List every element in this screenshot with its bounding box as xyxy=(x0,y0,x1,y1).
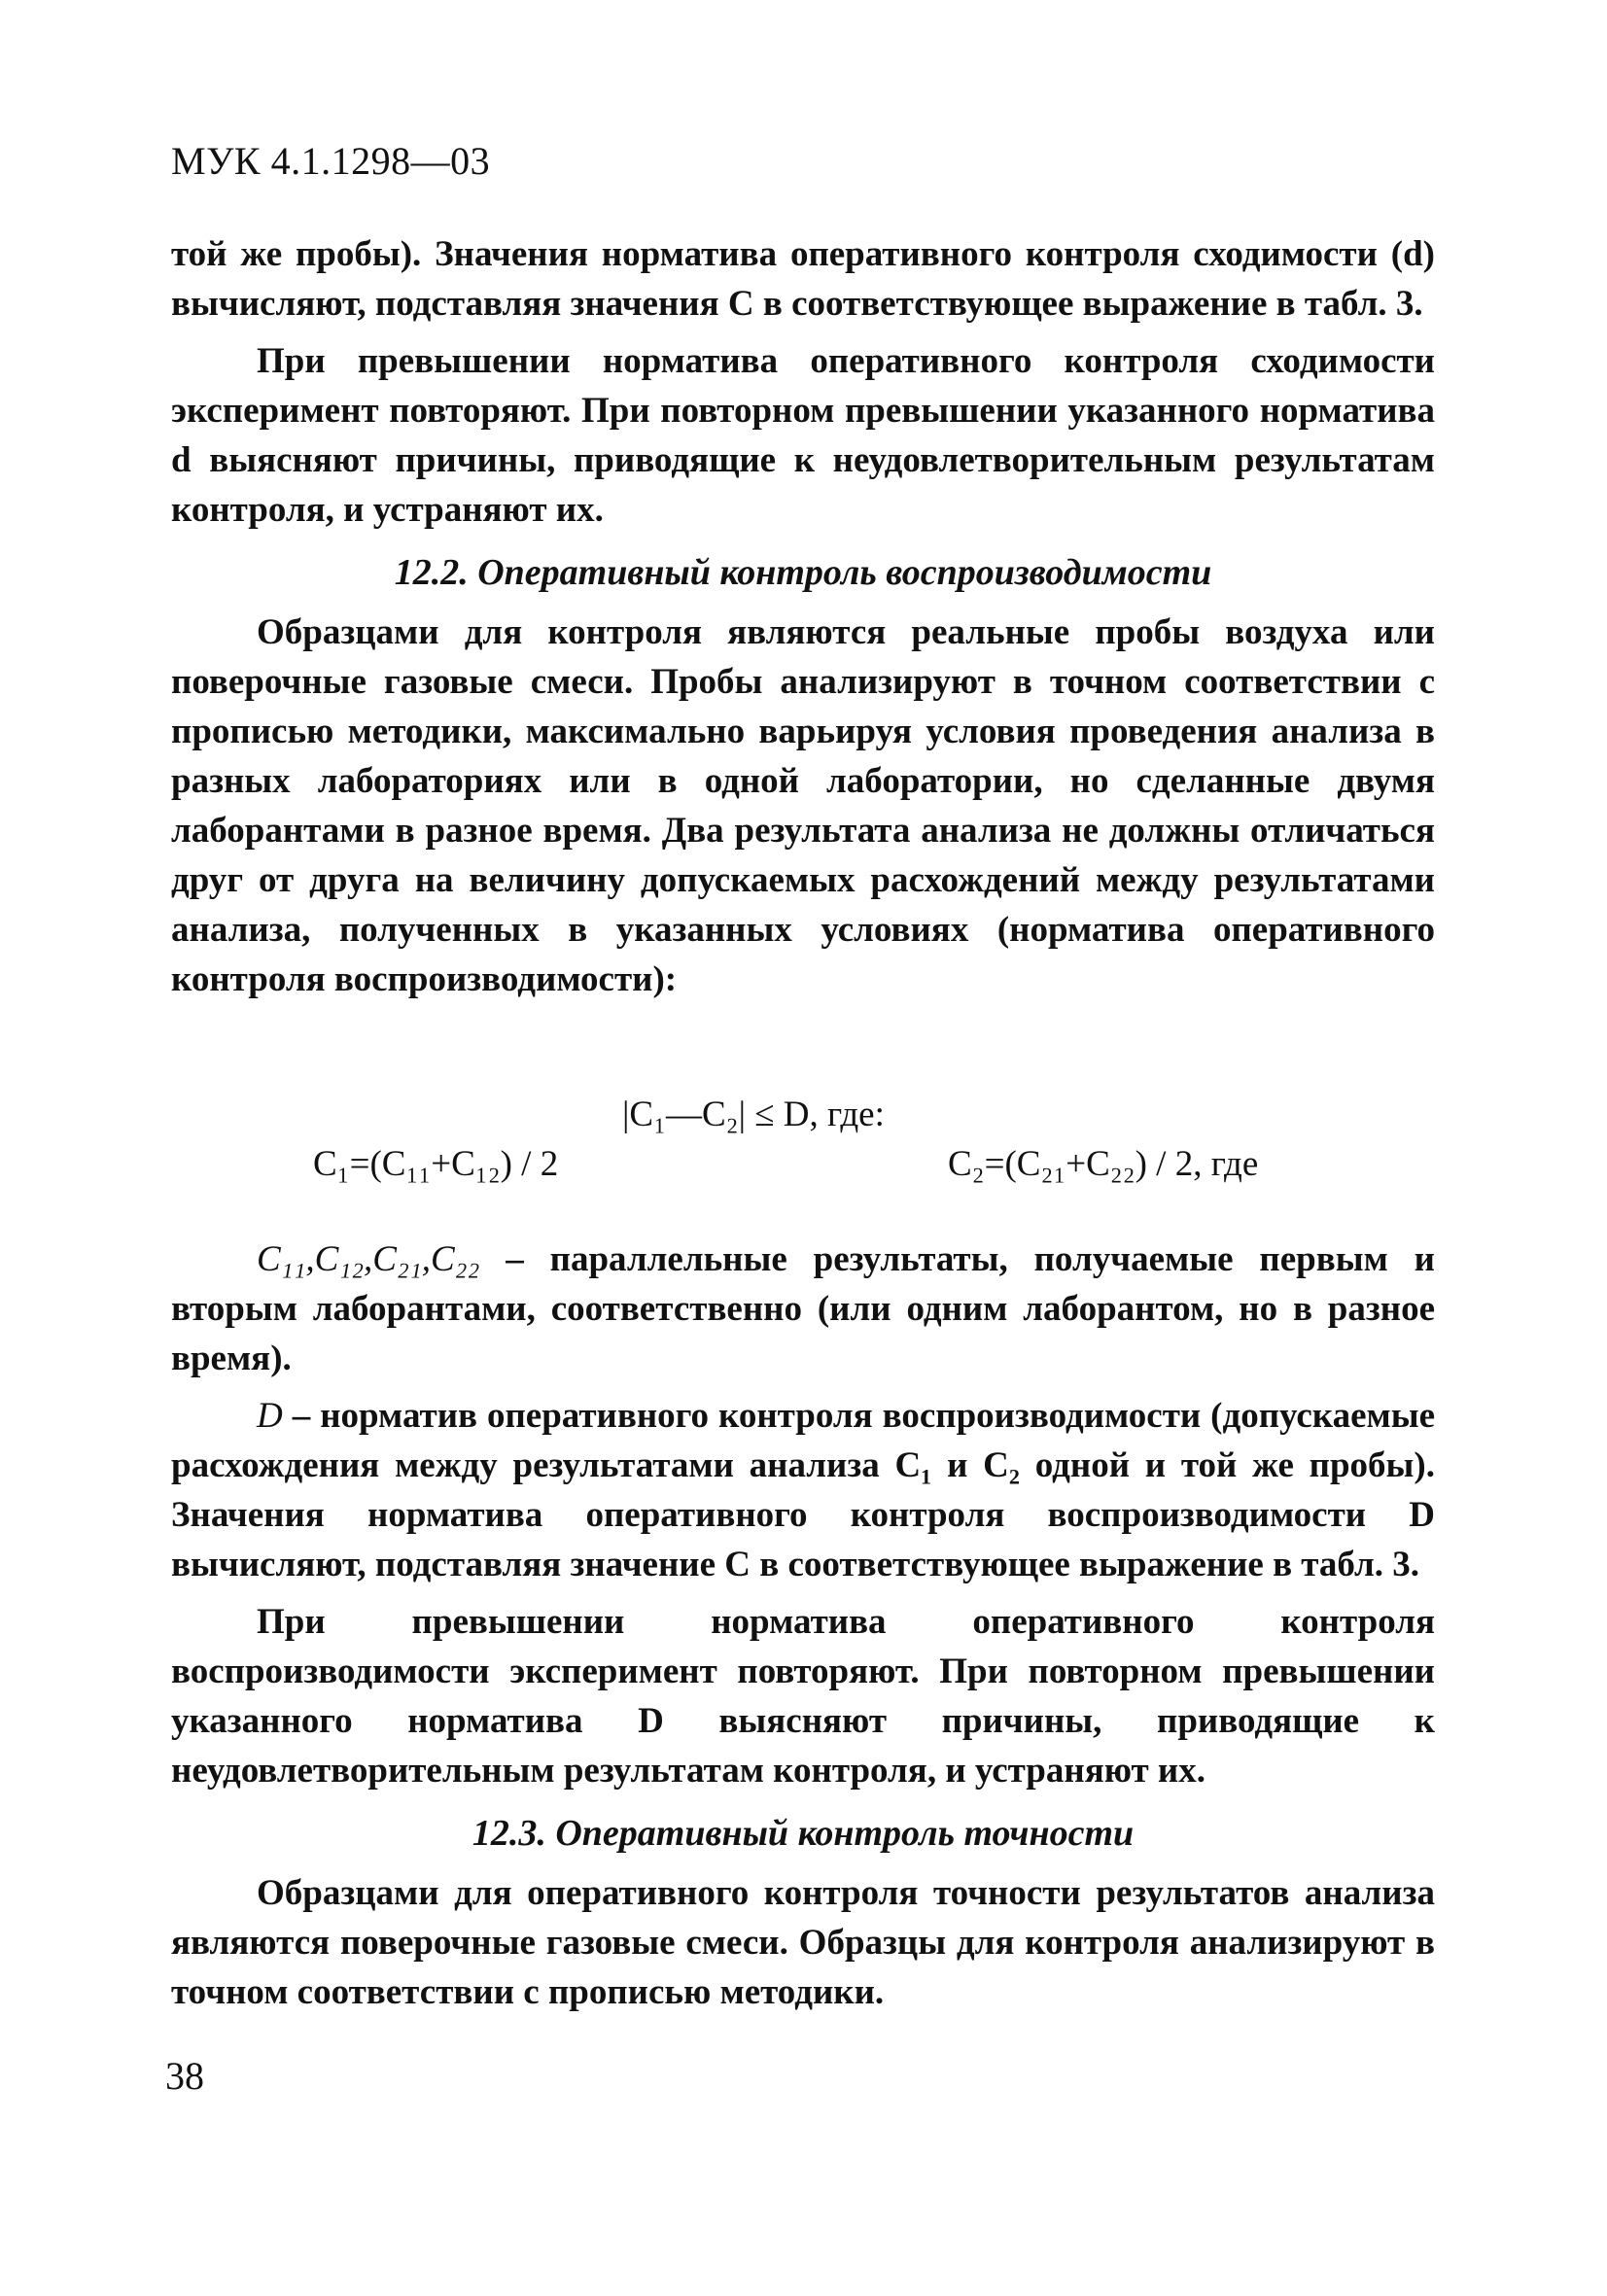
formula-c1: C₁=(C₁₁+C₁₂) / 2 xyxy=(313,1144,559,1184)
paragraph-5-text: – норматив оперативного контроля воспроизводимости (допускаемые расхождения между результатами анализа C₁ и C₂ одной и той же пробы). Значения норматива оперативного контроля воспроизводимости D вычисляют, подставляя значение С в соответствующее выражение в табл. 3. xyxy=(171,1396,1435,1584)
paragraph-4 xyxy=(171,1235,1435,1383)
paragraph-4-text: – параллельные результаты, получаемые первым и вторым лаборантами, соответственно (или одним лаборантом, но в разное время). xyxy=(171,1239,1435,1378)
page-number: 38 xyxy=(165,2054,204,2098)
paragraph-3: Образцами для контроля являются реальные пробы воздуха или поверочные газовые смеси. Пробы анализируют в точном соответствии с прописью методики, максимально варьируя условия проведения анализа в разных лабораториях или в одной лаборатории, но сделанные двумя лаборантами в разное время. Два результата анализа не должны отличаться друг от друга на величину допускаемых расхождений между результатами анализа, полученных в указанных условиях (норматива оперативного контроля воспроизводимости): xyxy=(171,612,1435,999)
paragraph-7: Образцами для оперативного контроля точности результатов анализа являются поверочные газовые смеси. Образцы для контроля анализируют в точном соответствии с прописью методики. xyxy=(171,1873,1435,2012)
formula-c2: C₂=(C₂₁+C₂₂) / 2, где xyxy=(948,1144,1259,1184)
paragraph-2: При превышении норматива оперативного контроля сходимости эксперимент повторяют. При повторном превышении указанного норматива d выясняют причины, приводящие к неудовлетворительным результатам контроля, и устраняют их. xyxy=(171,341,1435,530)
formula-main: |C₁—C₂| ≤ D, где: xyxy=(622,1095,885,1134)
paragraph-5 xyxy=(171,1391,1435,1589)
symbols-c11-c22: C₁₁,C₁₂,C₂₁,C₂₂ xyxy=(257,1239,480,1279)
running-head: МУК 4.1.1298—03 xyxy=(171,139,491,183)
section-heading-12-2: 12.2. Оперативный контроль воспроизводимости xyxy=(394,552,1212,593)
paragraph-1: той же пробы). Значения норматива оперативного контроля сходимости (d) вычисляют, подставляя значения С в соответствующее выражение в табл. 3. xyxy=(171,234,1435,324)
text-block-top xyxy=(171,229,1435,1004)
paragraph-6: При превышении норматива оперативного контроля воспроизводимости эксперимент повторяют. При повторном превышении указанного норматива D выясняют причины, приводящие к неудовлетворительным результатам контроля, и устраняют их. xyxy=(171,1602,1435,1791)
symbol-d: D xyxy=(257,1396,283,1436)
text-block-bottom xyxy=(171,1235,1435,2017)
section-heading-12-3: 12.3. Оперативный контроль точности xyxy=(472,1813,1135,1854)
